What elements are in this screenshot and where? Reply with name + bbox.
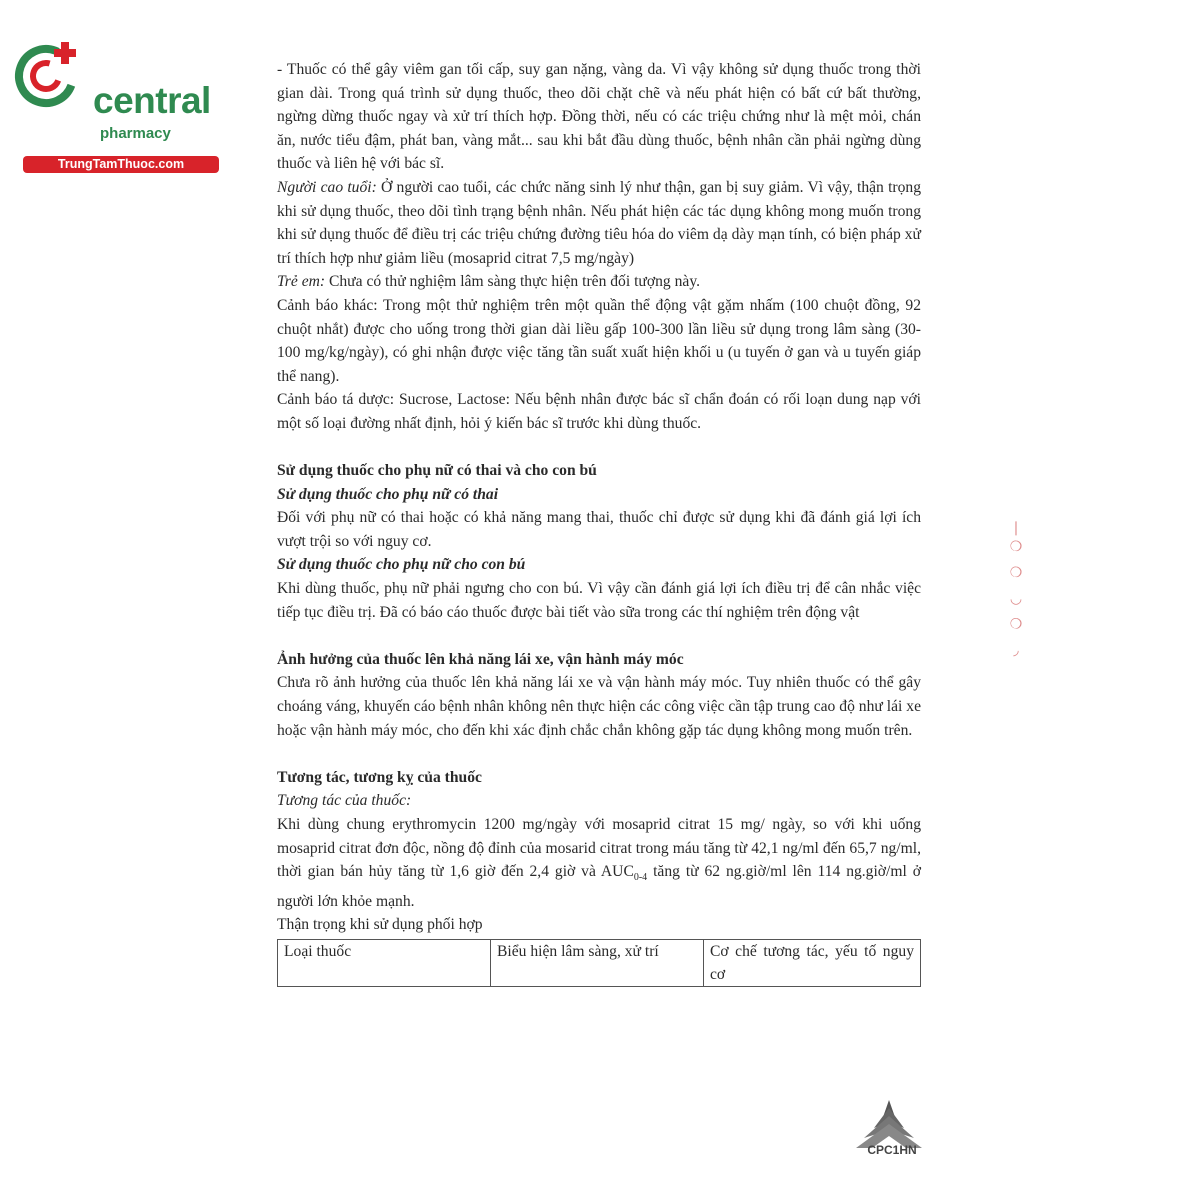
children-text: Chưa có thử nghiệm lâm sàng thực hiện trên đối tượng này. bbox=[325, 273, 701, 291]
table-header-cell: Biểu hiện lâm sàng, xử trí bbox=[491, 940, 704, 987]
pregnancy-heading: Sử dụng thuốc cho phụ nữ có thai và cho con bú bbox=[277, 462, 597, 480]
pregnancy-paragraph: Đối với phụ nữ có thai hoặc có khả năng mang thai, thuốc chỉ được sử dụng khi đã đánh giá lợi ích vượt trội so với nguy cơ. bbox=[277, 509, 921, 550]
document-body bbox=[277, 58, 921, 987]
other-warning-paragraph: Cảnh báo khác: Trong một thử nghiệm trên một quần thể động vật gặm nhấm (100 chuột đồng, 92 chuột nhắt) được cho uống trong thời gian dài liều gấp 100-300 lần liều sử dụng trong lâm sàng (30-100 mg/kg/ngày), có ghi nhận được việc tăng tần suất xuất hiện khối u (u tuyến ở gan và u tuyến giáp thể nang). bbox=[277, 296, 921, 385]
elderly-paragraph bbox=[277, 176, 921, 270]
pharmacy-cross-icon bbox=[10, 38, 90, 118]
logo-name: central bbox=[93, 80, 211, 121]
lactation-paragraph: Khi dùng thuốc, phụ nữ phải ngưng cho con bú. Vì vậy cần đánh giá lợi ích điều trị để cân nhắc việc tiếp tục điều trị. Đã có báo cáo thuốc được bài tiết vào sữa trong các thí nghiệm trên động vật bbox=[277, 580, 921, 621]
central-pharmacy-logo bbox=[10, 38, 220, 171]
caution-line: Thận trọng khi sử dụng phối hợp bbox=[277, 916, 483, 934]
interaction-text-a: Khi dùng chung erythromycin 1200 mg/ngày với mosaprid citrat 15 mg/ ngày, so với khi uống mosaprid citrat đơn độc, nồng độ đỉnh của mosarid citrat trong máu tăng từ 42,1 ng/ml đến 65,7 ng/ml, thời gian bán hủy tăng từ 1,6 giờ đến 2,4 giờ và AUC bbox=[277, 816, 921, 881]
table-header-row bbox=[278, 940, 921, 987]
interaction-subheading: Tương tác của thuốc: bbox=[277, 792, 412, 810]
interaction-table bbox=[277, 939, 921, 987]
table-header-cell: Loại thuốc bbox=[278, 940, 491, 987]
driving-paragraph: Chưa rõ ảnh hưởng của thuốc lên khả năng lái xe và vận hành máy móc. Tuy nhiên thuốc có thể gây choáng váng, khuyến cáo bệnh nhân không nên thực hiện các công việc cần tập trung cao độ như lái xe hoặc vận hành máy móc, cho đến khi xác định chắc chắn không gặp tác dụng không mong muốn trên. bbox=[277, 674, 921, 739]
logo-url-link[interactable]: TrungTamThuoc.com bbox=[23, 156, 219, 173]
interaction-heading: Tương tác, tương kỵ của thuốc bbox=[277, 768, 482, 786]
liver-warning-paragraph: - Thuốc có thể gây viêm gan tối cấp, suy gan nặng, vàng da. Vì vậy không sử dụng thuốc trong thời gian dài. Trong quá trình sử dụng thuốc, theo dõi chặt chẽ và nếu phát hiện có bất cứ bất thường, ngừng dừng thuốc ngay và xử trí thích hợp. Đồng thời, nếu có các triệu chứng như là mệt mỏi, chán ăn, nước tiểu đậm, phát ban, vàng mắt... sau khi bắt đầu dùng thuốc, bệnh nhân cần phải ngừng dùng thuốc và liên hệ với bác sĩ. bbox=[277, 61, 921, 173]
elderly-text: Ở người cao tuổi, các chức năng sinh lý như thận, gan bị suy giảm. Vì vậy, thận trọng khi sử dụng thuốc, theo dõi tình trạng bệnh nhân. Nếu phát hiện các tác dụng không mong muốn trong khi sử dụng thuốc để điều trị các triệu chứng đường tiêu hóa do viêm dạ dày mạn tính, có biện pháp xử trí thích hợp như giảm liều (mosaprid citrat 7,5 mg/ngày) bbox=[277, 178, 921, 267]
logo-subtitle: pharmacy bbox=[100, 125, 171, 142]
lactation-subheading: Sử dụng thuốc cho phụ nữ cho con bú bbox=[277, 556, 526, 574]
children-label: Trẻ em: bbox=[277, 273, 326, 291]
cpc1hn-logo-text: CPC1HN bbox=[867, 1143, 917, 1157]
auc-subscript: 0-4 bbox=[633, 872, 648, 884]
red-ink-stamp: ❘❍ ❍ ◡ ❍ ◞ bbox=[1009, 520, 1025, 662]
driving-heading: Ảnh hưởng của thuốc lên khả năng lái xe, vận hành máy móc bbox=[277, 650, 684, 668]
excipient-warning-paragraph: Cảnh báo tá dược: Sucrose, Lactose: Nếu bệnh nhân được bác sĩ chẩn đoán có rối loạn dung nạp với một số loại đường nhất định, hỏi ý kiến bác sĩ trước khi dùng thuốc. bbox=[277, 391, 921, 432]
elderly-label: Người cao tuổi: bbox=[277, 178, 377, 196]
interaction-text-b: tăng từ 62 ng.giờ/ml lên 114 ng.giờ/ml ở người lớn khỏe mạnh. bbox=[277, 863, 921, 910]
pregnancy-subheading: Sử dụng thuốc cho phụ nữ có thai bbox=[277, 485, 499, 503]
children-paragraph bbox=[277, 270, 921, 294]
table-header-cell: Cơ chế tương tác, yếu tố nguy cơ bbox=[704, 940, 921, 987]
interaction-paragraph bbox=[277, 813, 921, 913]
